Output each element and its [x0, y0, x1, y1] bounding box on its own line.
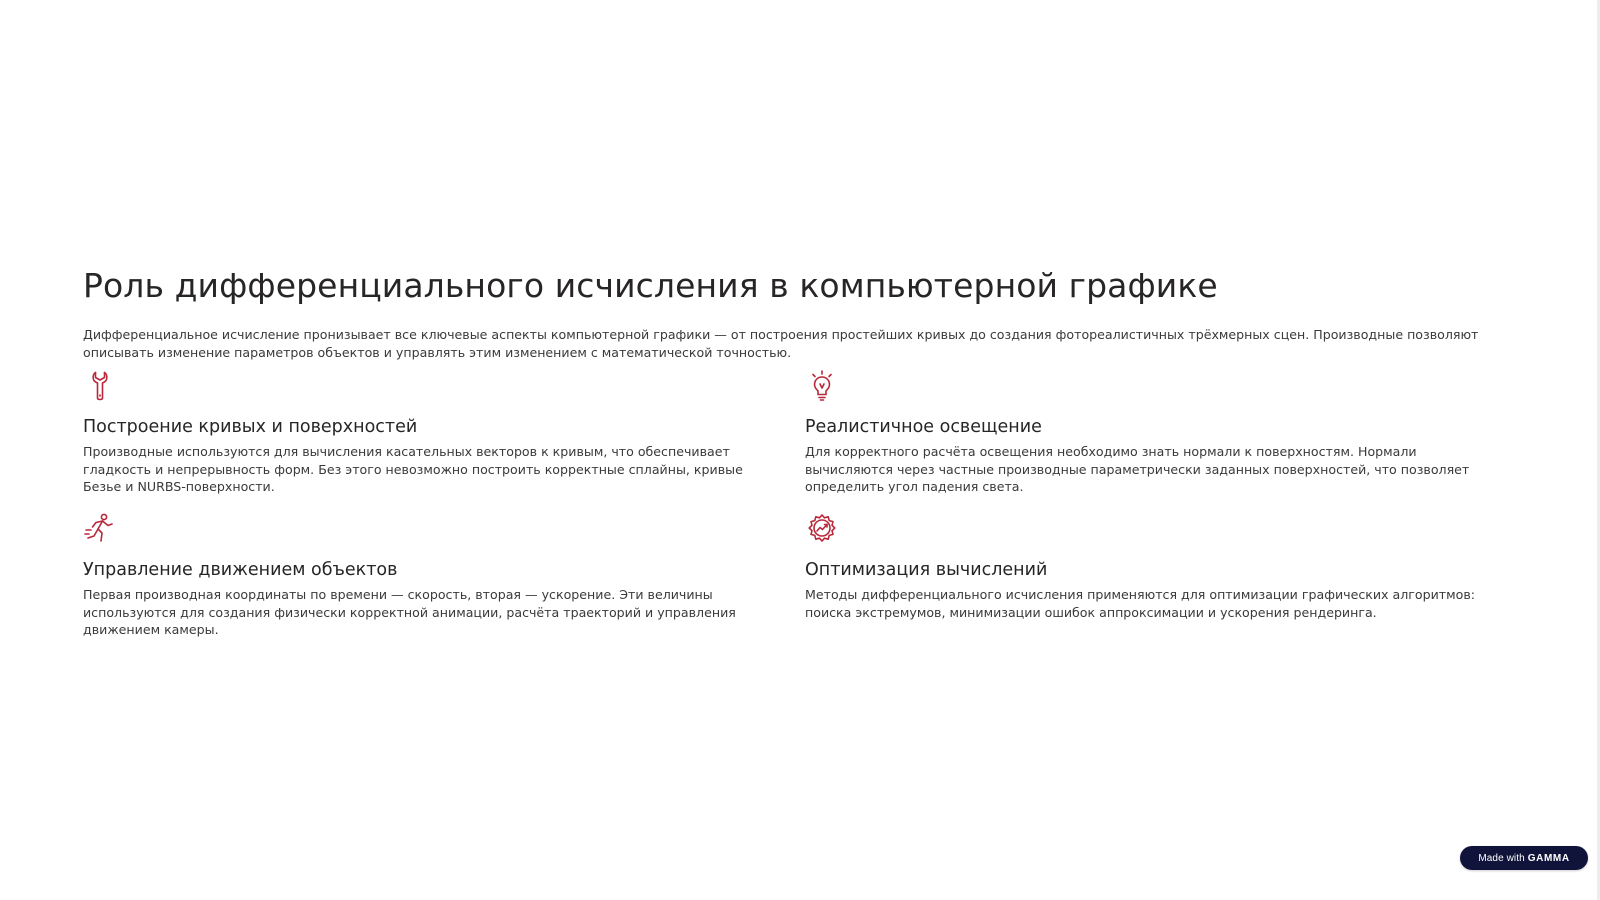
feature-card-optimization — [805, 512, 1505, 621]
feature-card-curves — [83, 369, 783, 496]
wrench-icon — [83, 369, 117, 403]
running-person-icon — [83, 512, 117, 546]
made-with-gamma-button[interactable] — [1460, 846, 1588, 870]
slide-content — [83, 262, 1513, 659]
feature-text: Для корректного расчёта освещения необходимо знать нормали к поверхностям. Нормали вычисляются через частные производные параметрически заданных поверхностей, что позволяет определить угол падения света. — [805, 444, 1470, 494]
badge-made-label: Made with — [1478, 852, 1525, 864]
feature-title: Построение кривых и поверхностей — [83, 417, 418, 437]
feature-text: Первая производная координаты по времени — скорость, вторая — ускорение. Эти величины используются для создания физически корректной анимации, расчёта траекторий и управления движением камеры. — [83, 587, 736, 637]
intro-paragraph: Дифференциальное исчисление пронизывает все ключевые аспекты компьютерной графики — от построения простейших кривых до создания фотореалистичных трёхмерных сцен. Производные позволяют описывать изменение параметров объектов и управлять этим изменением с математической точностью. — [83, 327, 1479, 360]
feature-card-lighting — [805, 369, 1505, 496]
gamma-logo: GAMMA — [1527, 852, 1570, 864]
feature-title: Управление движением объектов — [83, 560, 398, 580]
page-title: Роль дифференциального исчисления в компьютерной графике — [83, 266, 1218, 305]
feature-title: Реалистичное освещение — [805, 417, 1042, 437]
feature-text: Методы дифференциального исчисления применяются для оптимизации графических алгоритмов: поиска экстремумов, минимизации ошибок аппроксимации и ускорения рендеринга. — [805, 587, 1475, 620]
gear-chart-icon — [805, 512, 839, 546]
feature-text: Производные используются для вычисления касательных векторов к кривым, что обеспечивает гладкость и непрерывность форм. Без этого невозможно построить корректные сплайны, кривые Безье и NURBS-поверхности. — [83, 444, 743, 494]
feature-grid — [83, 369, 1513, 659]
lightbulb-icon — [805, 369, 839, 403]
feature-card-motion — [83, 512, 783, 639]
feature-title: Оптимизация вычислений — [805, 560, 1048, 580]
